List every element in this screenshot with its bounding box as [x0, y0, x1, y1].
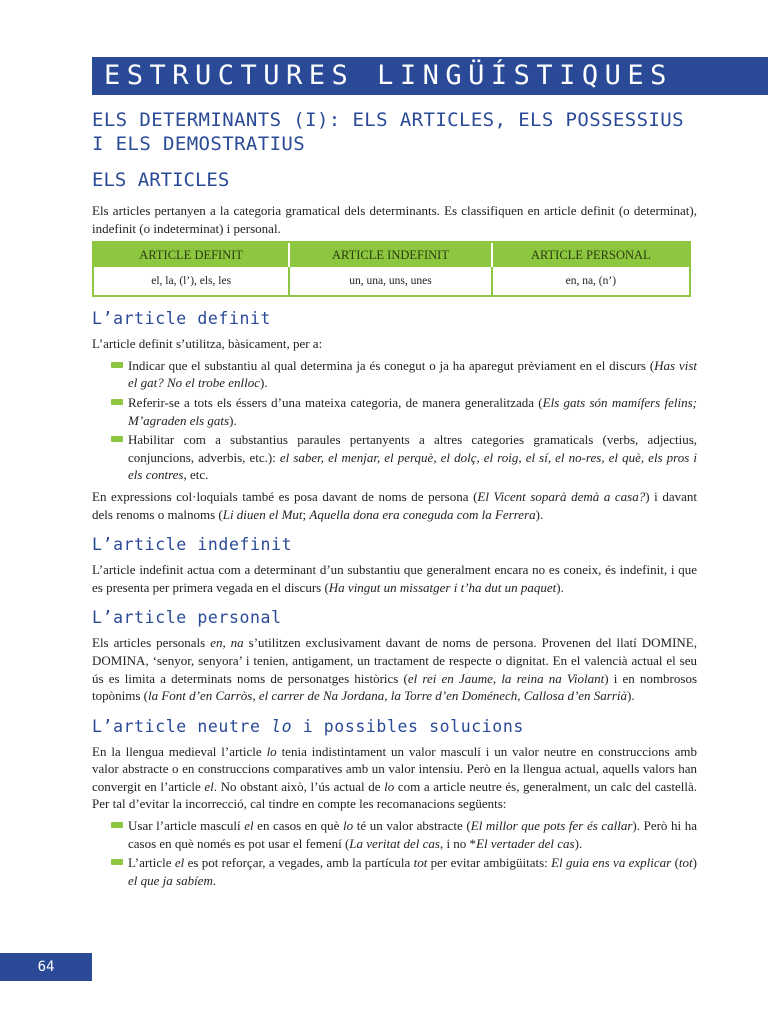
page-title: ELS DETERMINANTS (I): ELS ARTICLES, ELS POSSESSIUS I ELS DEMOSTRATIUS [92, 109, 684, 155]
list-item: Indicar que el substantiu al qual determina ja és conegut o ja ha aparegut prèviament en el discurs (Has vist el gat? No el trobe enlloc). [128, 357, 697, 392]
bullet-icon [111, 822, 123, 828]
list-item: Habilitar com a substantius paraules pertanyents a altres categories gramaticals (verbs, adjectius, conjuncions, adverbis, etc.): el saber, el menjar, el perquè, el dolç, el roig, el sí, el no-res, el què, els pros i els contres, etc. [128, 431, 697, 484]
table-cell: el, la, (l’), els, les [94, 267, 290, 295]
heading-article-indefinit: L’article indefinit [92, 535, 293, 555]
section-heading-articles: ELS ARTICLES [92, 169, 230, 191]
neutre-list [92, 817, 697, 889]
page-content [92, 108, 697, 893]
table-row [94, 267, 689, 295]
definit-lead: L’article definit s’utilitza, bàsicament, per a: [92, 336, 323, 352]
page-number: 64 [0, 953, 92, 981]
heading-article-definit: L’article definit [92, 309, 272, 329]
personal-paragraph: Els articles personals en, na s’utilitzen exclusivament davant de noms de persona. Provenen del llatí DOMINE, DOMINA, ‘senyor, senyora’ i tenien, antigament, un tractament de respecte o dignitat. En el valencià actual el seu ús es limita a determinats noms de personatges històrics (el rei en Jaume, la reina na Violant) i en nombrosos topònims (la Font d’en Carròs, el carrer de Na Jordana, la Torre d’en Doménech, Callosa d’en Sarrià). [92, 635, 697, 704]
bullet-icon [111, 436, 123, 442]
definit-paragraph: En expressions col·loquials també es posa davant de noms de persona (El Vicent soparà demà a casa?) i davant dels renoms o malnoms (Li diuen el Mut; Aquella dona era coneguda com la Ferrera). [92, 488, 697, 522]
heading-article-personal: L’article personal [92, 608, 282, 628]
table-header: ARTICLE DEFINIT [94, 243, 290, 267]
table-header-row [94, 243, 689, 267]
heading-article-neutre: L’article neutre lo i possibles solucions [92, 716, 524, 736]
list-item: Usar l’article masculí el en casos en què lo té un valor abstracte (El millor que pots fer és callar). Però hi ha casos en què només es pot usar el femení (La veritat del cas, i no *El vertader del cas). [128, 817, 697, 852]
table-header: ARTICLE INDEFINIT [290, 243, 492, 267]
neutre-paragraph: En la llengua medieval l’article lo tenia indistintament un valor masculí i un valor neutre en construccions amb valor abstracte o en construccions comparatives amb un valor intensiu. Però en la llengua actual, aquells valors han convergit en l’article el. No obstant això, l’ús actual de lo com a article neutre és, generalment, un calc del castellà. Per tal d’evitar la incorrecció, cal tindre en compte les recomanacions següents: [92, 743, 697, 812]
indefinit-paragraph: L’article indefinit actua com a determinant d’un substantiu que generalment encara no es coneix, és indefinit, i que es presenta per primera vegada en el discurs (Ha vingut un missatger i t’ha dut un paquet). [92, 562, 697, 595]
table-header: ARTICLE PERSONAL [493, 243, 689, 267]
section-banner: ESTRUCTURES LINGÜÍSTIQUES [92, 57, 768, 95]
definit-list [92, 357, 697, 484]
bullet-icon [111, 859, 123, 865]
list-item: L’article el es pot reforçar, a vegades, amb la partícula tot per evitar ambigüitats: El guia ens va explicar (tot) el que ja sabíem. [128, 854, 697, 889]
list-item: Referir-se a tots els éssers d’una mateixa categoria, de manera generalitzada (Els gats són mamífers felins; M’agraden els gats). [128, 394, 697, 429]
articles-table [92, 241, 691, 297]
bullet-icon [111, 399, 123, 405]
table-cell: un, una, uns, unes [290, 267, 492, 295]
intro-paragraph: Els articles pertanyen a la categoria gramatical dels determinants. Es classifiquen en article definit (o determinat), indefinit (o indeterminat) i personal. [92, 203, 697, 236]
table-cell: en, na, (n’) [565, 275, 617, 288]
bullet-icon [111, 362, 123, 368]
